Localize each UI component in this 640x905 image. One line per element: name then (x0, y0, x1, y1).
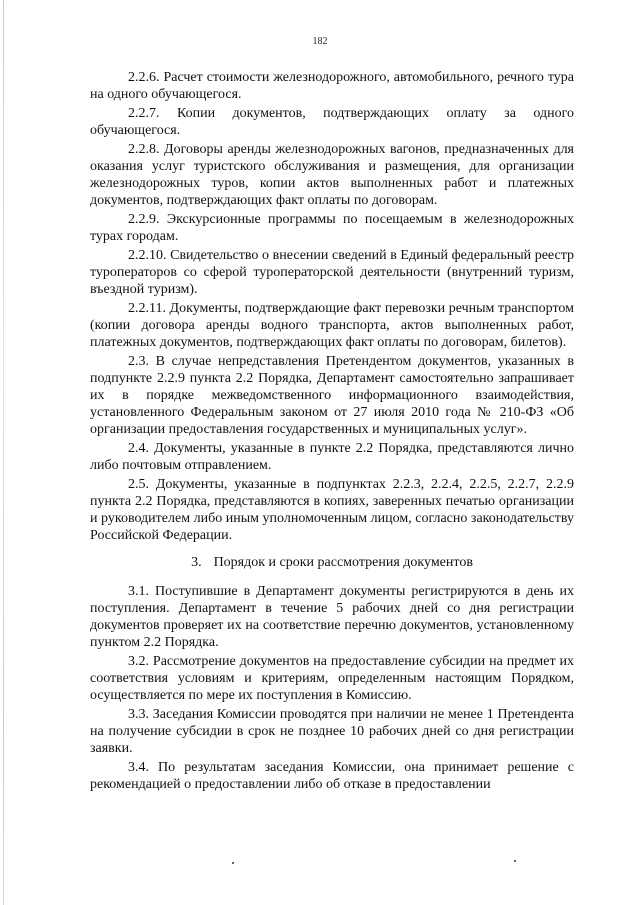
scan-edge-line (3, 0, 4, 905)
page-number: 182 (312, 36, 328, 47)
section-title: Порядок и сроки рассмотрения документов (213, 555, 473, 570)
scan-dot-left (232, 862, 234, 864)
clause-2-2-10: 2.2.10. Свидетельство о внесении сведений в Единый федеральный реестр туроператоров со сферой туроператорской деятельности (внутренний туризм, въездной туризм). (90, 248, 574, 297)
clause-3-2: 3.2. Рассмотрение документов на предоставление субсидии на предмет их соответствия условиям и критериям, определенным настоящим Порядком, осуществляется по мере их поступления в Комиссию. (90, 654, 574, 703)
document-body (90, 69, 574, 795)
clause-2-5: 2.5. Документы, указанные в подпунктах 2.2.3, 2.2.4, 2.2.5, 2.2.7, 2.2.9 пункта 2.2 Порядка, представляются в копиях, заверенных печатью организации и руководителем либо иным уполномоченным лицом, согласно законодательству Российской Федерации. (90, 477, 574, 543)
footer-scan-marks (0, 860, 640, 870)
section-number: 3. (191, 555, 202, 570)
clause-3-3: 3.3. Заседания Комиссии проводятся при наличии не менее 1 Претендента на получение субсидии в срок не позднее 10 рабочих дней со дня регистрации заявки. (90, 707, 574, 756)
clause-3-4: 3.4. По результатам заседания Комиссии, она принимает решение с рекомендацией о предоставлении либо об отказе в предоставлении (90, 760, 574, 792)
clause-2-2-6: 2.2.6. Расчет стоимости железнодорожного, автомобильного, речного тура на одного обучающегося. (90, 70, 574, 102)
clause-2-2-8: 2.2.8. Договоры аренды железнодорожных вагонов, предназначенных для оказания услуг туристского обслуживания и размещения, для организации железнодорожных туров, копии актов выполненных работ и платежных документов, подтверждающих факт оплаты по договорам. (90, 142, 574, 208)
clause-2-4: 2.4. Документы, указанные в пункте 2.2 Порядка, представляются лично либо почтовым отправлением. (90, 441, 574, 473)
section-heading (90, 554, 574, 571)
clause-2-2-9: 2.2.9. Экскурсионные программы по посещаемым в железнодорожных турах городам. (90, 212, 574, 244)
clause-2-2-7: 2.2.7. Копии документов, подтверждающих оплату за одного обучающегося. (90, 106, 574, 138)
scan-dot-right (514, 860, 516, 862)
clause-2-3: 2.3. В случае непредставления Претендентом документов, указанных в подпункте 2.2.9 пункта 2.2 Порядка, Департамент самостоятельно запрашивает их в порядке межведомственного информационного взаимодействия, установленного Федеральным законом от 27 июля 2010 года № 210-ФЗ «Об организации предоставления государственных и муниципальных услуг». (90, 354, 574, 437)
clause-3-1: 3.1. Поступившие в Департамент документы регистрируются в день их поступления. Департамент в течение 5 рабочих дней со дня регистрации документов проверяет их на соответствие перечню документов, установленному пунктом 2.2 Порядка. (90, 584, 574, 650)
clause-2-2-11: 2.2.11. Документы, подтверждающие факт перевозки речным транспортом (копии договора аренды водного транспорта, актов выполненных работ, платежных документов, подтверждающих факт оплаты по договорам, билетов). (90, 301, 574, 350)
